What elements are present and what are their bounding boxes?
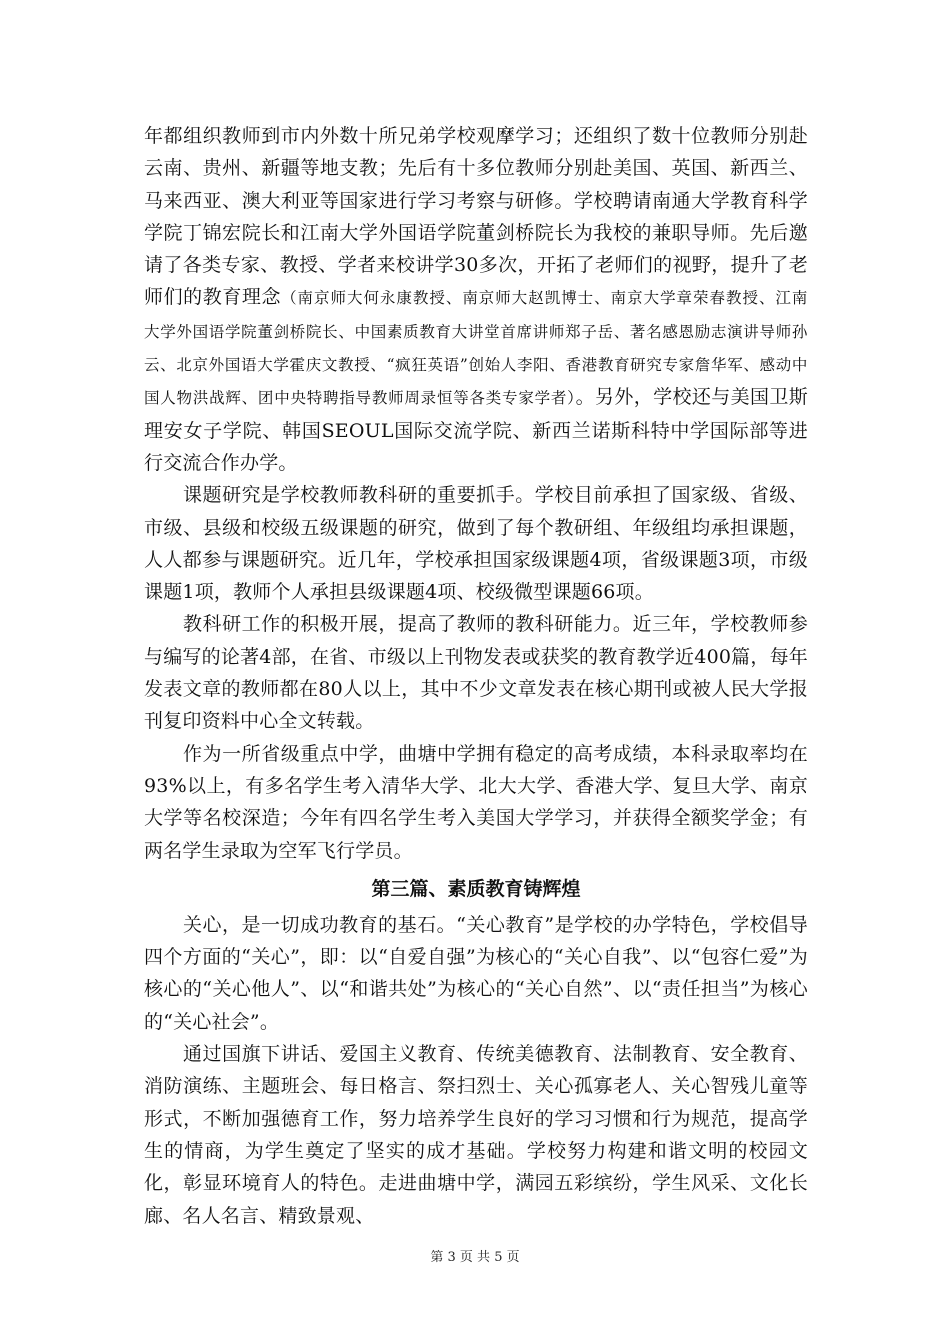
page-number-footer: 第 3 页 共 5 页	[430, 1250, 520, 1265]
document-body	[144, 120, 808, 1232]
section-heading: 第三篇、素质教育铸辉煌	[371, 877, 581, 900]
expert-list-text: （南京师大何永康教授、南京师大赵凯博士、南京大学章荣春教授、江南大学外国语学院董剑桥院长、中国素质教育大讲堂首席讲师郑子岳、著名感恩励志演讲导师孙云、北京外国语大学霍庆文教授、“疯狂英语”创始人李阳、香港教育研究专家詹华军、感动中国人物洪战辉、团中央特聘指导教师周录恒等各类专家学者）	[144, 289, 809, 408]
paragraph-exchange-training	[144, 120, 808, 479]
paragraph-text: 年都组织教师到市内外数十所兄弟学校观摩学习；还组织了数十位教师分别赴云南、贵州、新疆等地支教；先后有十多位教师分别赴美国、英国、新西兰、马来西亚、澳大利亚等国家进行学习考察与研修。学校聘请南通大学教育科学学院丁锦宏院长和江南大学外国语学院董剑桥院长为我校的兼职导师。先后邀请了各类专家、教授、学者来校讲学30多次，开拓了老师们的视野，提升了老师们的教育理念	[144, 125, 808, 309]
paragraph-text: 。另外，学校还与美国卫斯理安女子学院、韩国SEOUL国际交流学院、新西兰诺斯科特中学国际部等进行交流合作办学。	[144, 386, 808, 474]
paragraph-research-projects: 课题研究是学校教师教科研的重要抓手。学校目前承担了国家级、省级、市级、县级和校级五级课题的研究，做到了每个教研组、年级组均承担课题，人人都参与课题研究。近几年，学校承担国家级课题4项，省级课题3项，市级课题1项，教师个人承担县级课题4项、校级微型课题66项。	[144, 484, 808, 604]
paragraph-exam-results: 作为一所省级重点中学，曲塘中学拥有稳定的高考成绩，本科录取率均在93%以上，有多名学生考入清华大学、北大大学、香港大学、复旦大学、南京大学等名校深造；今年有四名学生考入美国大学学习，并获得全额奖学金；有两名学生录取为空军飞行学员。	[144, 742, 808, 862]
paragraph-care-education: 关心，是一切成功教育的基石。“关心教育”是学校的办学特色，学校倡导四个方面的“关心”，即：以“自爱自强”为核心的“关心自我”、以“包容仁爱”为核心的“关心他人”、以“和谐共处”为核心的“关心自然”、以“责任担当”为核心的“关心社会”。	[144, 913, 808, 1033]
paragraph-moral-education: 通过国旗下讲话、爱国主义教育、传统美德教育、法制教育、安全教育、消防演练、主题班会、每日格言、祭扫烈士、关心孤寡老人、关心智残儿童等形式，不断加强德育工作，努力培养学生良好的学习习惯和行为规范，提高学生的情商，为学生奠定了坚实的成才基础。学校努力构建和谐文明的校园文化，彰显环境育人的特色。走进曲塘中学，满园五彩缤纷，学生风采、文化长廊、名人名言、精致景观、	[144, 1043, 808, 1227]
paragraph-publications: 教科研工作的积极开展，提高了教师的教科研能力。近三年，学校教师参与编写的论著4部，在省、市级以上刊物发表或获奖的教育教学近400篇，每年发表文章的教师都在80人以上，其中不少文章发表在核心期刊或被人民大学报刊复印资料中心全文转载。	[144, 613, 808, 733]
